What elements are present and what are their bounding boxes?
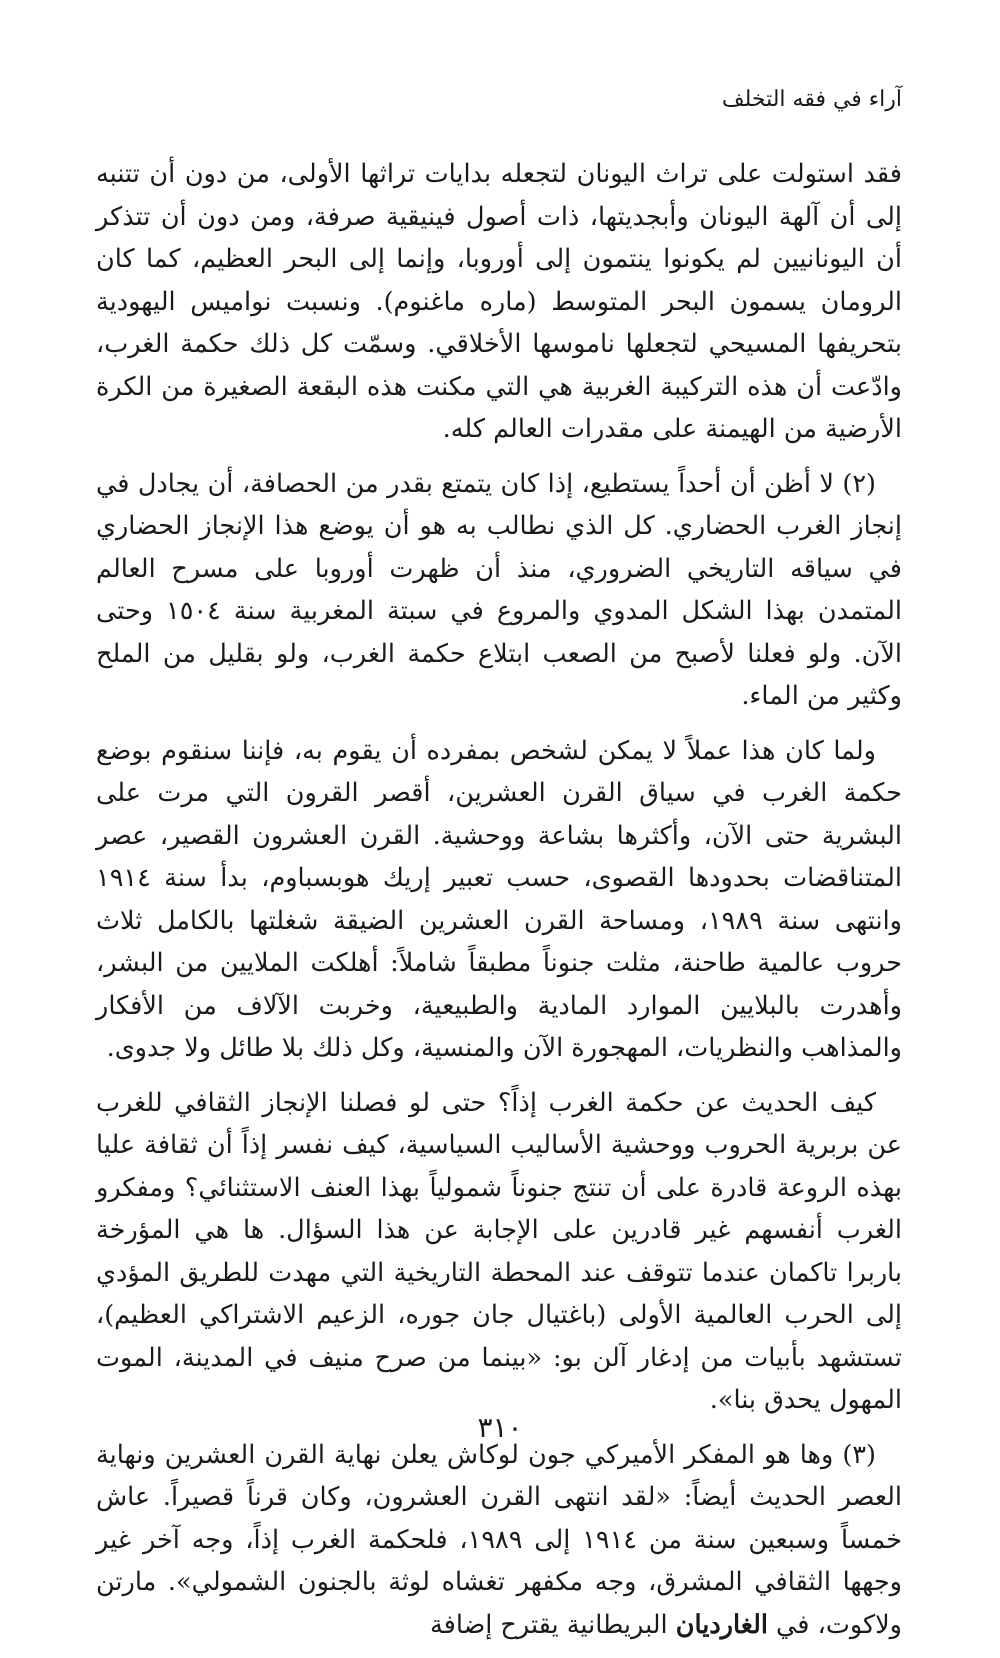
- paragraph-2: (٢) لا أظن أن أحداً يستطيع، إذا كان يتمتع بقدر من الحصافة، أن يجادل في إنجاز الغرب الحضاري. كل الذي نطالب به هو أن يوضع هذا الإنجاز الحضاري في سياقه التاريخي الضروري، منذ أن ظهرت أوروبا على مسرح العالم المتمدن بهذا الشكل المدوي والمروع في سبتة المغربية سنة ١٥٠٤ وحتى الآن. ولو فعلنا لأصبح من الصعب ابتلاع حكمة الغرب، ولو بقليل من الملح وكثير من الماء.: [96, 468, 903, 711]
- page-number: ٣١٠: [477, 1411, 523, 1444]
- paragraph-5-text-end: البريطانية يقترح إضافة: [429, 1609, 676, 1640]
- newspaper-name: الغارديان: [675, 1609, 768, 1640]
- paragraph-1: فقد استولت على تراث اليونان لتجعله بدايات تراثها الأولى، من دون أن تتنبه إلى أن آلهة اليونان وأبجديتها، ذات أصول فينيقية صرفة، ومن دون أن تتذكر أن اليونانيين لم يكونوا ينتمون إلى أوروبا، وإنما إلى البحر العظيم، كما كان الرومان يسمون البحر المتوسط (ماره ماغنوم). ونسبت نواميس اليهودية بتحريفها المسيحي لتجعلها ناموسها الأخلاقي. وسمّت كل ذلك حكمة الغرب، وادّعت أن هذه التركيبة الغربية هي التي مكنت هذه البقعة الصغيرة من الكرة الأرضية من الهيمنة على مقدرات العالم كله.: [96, 159, 902, 444]
- paragraph-5-text-start: (٣) وها هو المفكر الأميركي جون لوكاش يعلن نهاية القرن العشرين ونهاية العصر الحديث أيضاً: «لقد انتهى القرن العشرون، وكان قرناً قصيراً. عاش خمساً وسبعين سنة من ١٩١٤ إلى ١٩٨٩، فلحكمة الغرب إذاً، وجه آخر غير وجهها الثقافي المشرق، وجه مكفهر تغشاه لوثة بالجنون الشمولي». مارتن ولاكوت، في: [96, 1439, 902, 1640]
- paragraph-3: ولما كان هذا عملاً لا يمكن لشخص بمفرده أن يقوم به، فإننا سنقوم بوضع حكمة الغرب في سياق القرن العشرين، أقصر القرون التي مرت على البشرية حتى الآن، وأكثرها بشاعة ووحشية. القرن العشرون القصير، عصر المتناقضات بحدودها القصوى، حسب تعبير إريك هوبسباوم، بدأ سنة ١٩١٤ وانتهى سنة ١٩٨٩، ومساحة القرن العشرين الضيقة شغلتها بالكامل ثلاث حروب عالمية طاحنة، مثلت جنوناً مطبقاً شاملاً: أهلكت الملايين من البشر، وأهدرت بالبلايين الموارد المادية والطبيعية، وخربت الآلاف من الأفكار والمذاهب والنظريات، المهجورة الآن والمنسية، وكل ذلك بلا طائل ولا جدوى.: [96, 735, 902, 1063]
- paragraph-4: كيف الحديث عن حكمة الغرب إذاً؟ حتى لو فصلنا الإنجاز الثقافي للغرب عن بربرية الحروب ووحشية الأساليب السياسية، كيف نفسر إذاً أن ثقافة عليا بهذه الروعة قادرة على أن تنتج جنوناً شمولياً بهذا العنف الاستثنائي؟ ومفكرو الغرب أنفسهم غير قادرين على الإجابة عن هذا السؤال. ها هي المؤرخة باربرا تاكمان عندما تتوقف عند المحطة التاريخية التي مهدت للطريق المؤدي إلى الحرب العالمية الأولى (باغتيال جان جوره، الزعيم الاشتراكي العظيم)، تستشهد بأبيات من إدغار آلن بو: «بينما من صرح منيف في المدينة، الموت المهول يحدق بنا».: [96, 1087, 902, 1415]
- paragraph-5: [96, 1434, 902, 1647]
- running-header: آراء في فقه التخلف: [721, 87, 902, 112]
